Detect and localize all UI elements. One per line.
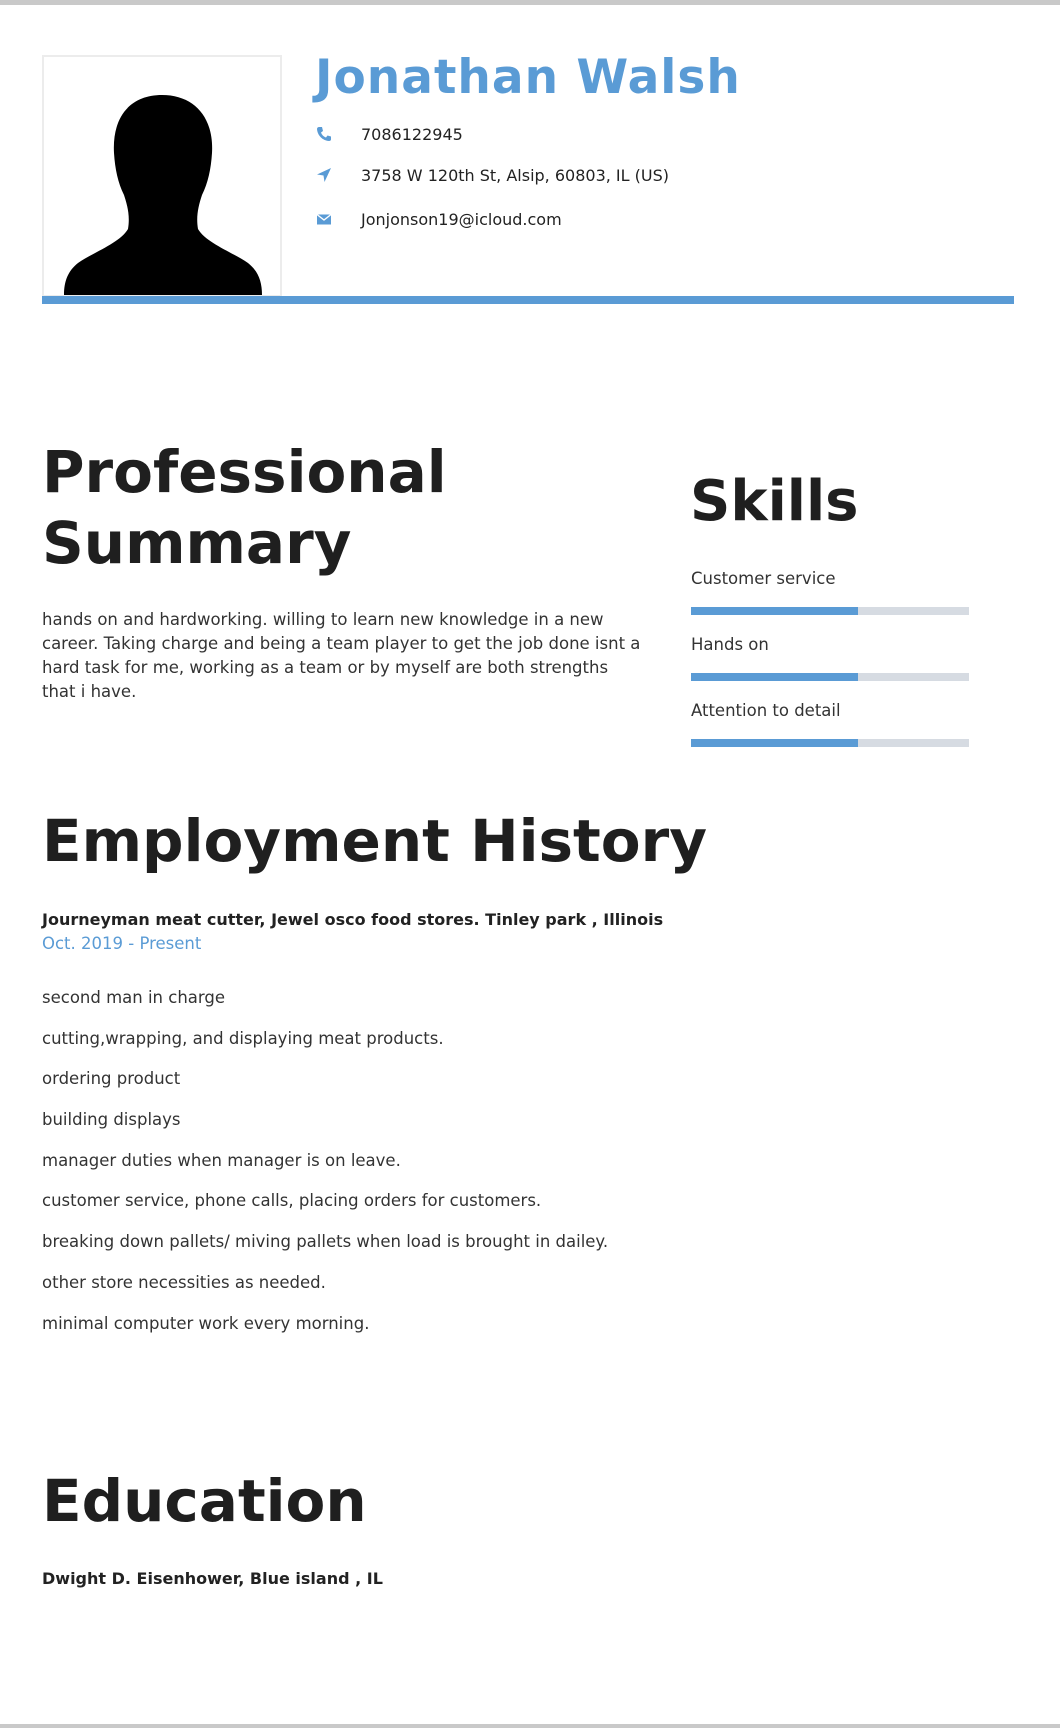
list-item: ordering product: [42, 1069, 181, 1089]
job-dates: Oct. 2019 - Present: [42, 934, 202, 953]
summary-heading: [42, 437, 642, 579]
bottom-border: [0, 1724, 1060, 1728]
envelope-icon: [315, 210, 333, 228]
list-item: minimal computer work every morning.: [42, 1313, 370, 1333]
list-item: breaking down pallets/ miving pallets when load is brought in dailey.: [42, 1232, 609, 1252]
contact-email: [315, 207, 562, 231]
education-heading: Education: [42, 1467, 367, 1535]
list-item: second man in charge: [42, 988, 226, 1007]
job-title: Journeyman meat cutter, Jewel osco food stores. Tinley park , Illinois: [42, 910, 664, 929]
address: 3758 W 120th St, Alsip, 60803, IL (US): [361, 165, 669, 185]
list-item: other store necessities as needed.: [42, 1272, 326, 1292]
summary-heading-line1: Professional: [42, 438, 447, 506]
skill-level-bar: [691, 739, 969, 747]
employment-heading: Employment History: [42, 807, 708, 875]
skill-label: Customer service: [691, 569, 836, 588]
skill-level-bar: [691, 673, 969, 681]
list-item: building displays: [42, 1110, 181, 1130]
contact-address: [315, 163, 669, 187]
education-school: Dwight D. Eisenhower, Blue island , IL: [42, 1569, 383, 1588]
candidate-name: Jonathan Walsh: [315, 50, 741, 105]
contact-phone: [315, 122, 463, 146]
header-divider: [42, 296, 1014, 304]
list-item: cutting,wrapping, and displaying meat products.: [42, 1028, 444, 1048]
skill-item: [691, 635, 969, 657]
person-silhouette-icon: [44, 57, 280, 295]
profile-photo: [42, 55, 282, 297]
list-item: customer service, phone calls, placing orders for customers.: [42, 1191, 542, 1211]
skill-label: Hands on: [691, 635, 769, 654]
skill-level-bar: [691, 607, 969, 615]
skill-item: [691, 701, 969, 723]
summary-text: hands on and hardworking. willing to learn new knowledge in a new career. Taking charge and being a team player to get the job done isnt a hard task for me, working as a team or by myself are both strengths that i have.: [42, 610, 641, 701]
skill-level-fill: [691, 739, 858, 747]
list-item: manager duties when manager is on leave.: [42, 1150, 401, 1170]
skill-label: Attention to detail: [691, 701, 841, 720]
skill-level-fill: [691, 673, 858, 681]
phone-icon: [315, 125, 333, 143]
skill-item: [691, 569, 969, 591]
top-border: [0, 0, 1060, 5]
duties-list: [42, 988, 608, 1354]
summary-heading-line2: Summary: [42, 508, 352, 577]
phone-number: 7086122945: [361, 124, 463, 144]
skill-level-fill: [691, 607, 858, 615]
email-address[interactable]: Jonjonson19@icloud.com: [361, 209, 562, 229]
location-arrow-icon: [315, 166, 333, 184]
skills-heading: Skills: [690, 469, 859, 534]
